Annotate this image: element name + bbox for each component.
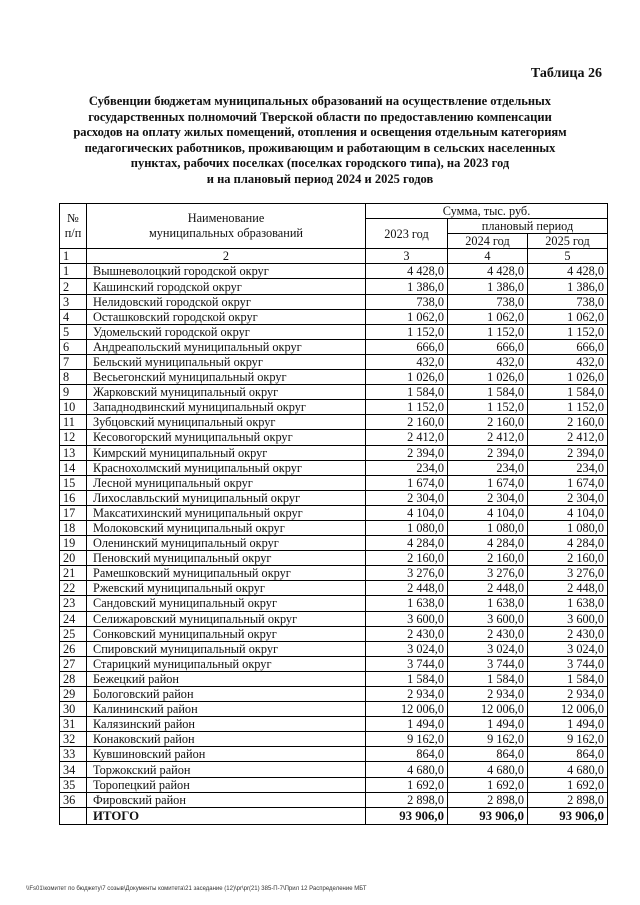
row-number: 11 <box>60 415 87 430</box>
row-number: 6 <box>60 339 87 354</box>
row-value-2023: 1 494,0 <box>366 717 448 732</box>
row-value-2023: 2 934,0 <box>366 687 448 702</box>
colnum-5: 5 <box>528 249 608 264</box>
row-name: Удомельский городской округ <box>87 324 366 339</box>
row-value-2025: 12 006,0 <box>528 702 608 717</box>
row-value-2024: 432,0 <box>448 354 528 369</box>
row-name: Осташковский городской округ <box>87 309 366 324</box>
row-value-2024: 2 430,0 <box>448 626 528 641</box>
row-value-2025: 864,0 <box>528 747 608 762</box>
colnum-3: 3 <box>366 249 448 264</box>
row-name: Жарковский муниципальный округ <box>87 385 366 400</box>
row-value-2024: 4 284,0 <box>448 536 528 551</box>
row-value-2024: 2 898,0 <box>448 792 528 807</box>
row-value-2024: 2 304,0 <box>448 490 528 505</box>
row-value-2023: 1 674,0 <box>366 475 448 490</box>
row-value-2025: 3 024,0 <box>528 641 608 656</box>
row-value-2023: 1 026,0 <box>366 370 448 385</box>
colnum-2: 2 <box>87 249 366 264</box>
row-value-2024: 1 674,0 <box>448 475 528 490</box>
row-value-2024: 2 412,0 <box>448 430 528 445</box>
row-value-2025: 3 744,0 <box>528 656 608 671</box>
row-number: 14 <box>60 460 87 475</box>
row-name: Максатихинский муниципальный округ <box>87 505 366 520</box>
table-row <box>60 581 608 596</box>
row-value-2025: 9 162,0 <box>528 732 608 747</box>
row-value-2025: 2 304,0 <box>528 490 608 505</box>
row-value-2024: 1 386,0 <box>448 279 528 294</box>
row-name: Молоковский муниципальный округ <box>87 520 366 535</box>
row-value-2024: 1 584,0 <box>448 671 528 686</box>
row-value-2023: 2 160,0 <box>366 551 448 566</box>
row-value-2024: 9 162,0 <box>448 732 528 747</box>
row-number: 22 <box>60 581 87 596</box>
row-value-2025: 2 898,0 <box>528 792 608 807</box>
row-value-2024: 12 006,0 <box>448 702 528 717</box>
row-value-2024: 2 394,0 <box>448 445 528 460</box>
row-number: 10 <box>60 400 87 415</box>
table-row <box>60 430 608 445</box>
row-value-2023: 4 104,0 <box>366 505 448 520</box>
row-value-2025: 4 104,0 <box>528 505 608 520</box>
row-value-2023: 666,0 <box>366 339 448 354</box>
row-value-2023: 3 024,0 <box>366 641 448 656</box>
row-value-2024: 1 494,0 <box>448 717 528 732</box>
row-value-2024: 3 744,0 <box>448 656 528 671</box>
table-row <box>60 641 608 656</box>
row-value-2025: 2 448,0 <box>528 581 608 596</box>
row-number: 34 <box>60 762 87 777</box>
table-row <box>60 370 608 385</box>
title-line: пунктах, рабочих поселках (поселках городского типа), на 2023 год <box>130 156 510 171</box>
table-row <box>60 656 608 671</box>
row-value-2024: 1 584,0 <box>448 385 528 400</box>
row-value-2023: 2 412,0 <box>366 430 448 445</box>
row-value-2023: 2 160,0 <box>366 415 448 430</box>
row-value-2023: 1 638,0 <box>366 596 448 611</box>
table-row <box>60 475 608 490</box>
row-number: 3 <box>60 294 87 309</box>
row-value-2025: 2 160,0 <box>528 551 608 566</box>
table-row <box>60 400 608 415</box>
row-value-2024: 4 104,0 <box>448 505 528 520</box>
row-value-2024: 2 160,0 <box>448 415 528 430</box>
table-row <box>60 294 608 309</box>
row-value-2025: 1 494,0 <box>528 717 608 732</box>
row-value-2023: 2 304,0 <box>366 490 448 505</box>
table-row <box>60 445 608 460</box>
row-number: 15 <box>60 475 87 490</box>
row-number: 28 <box>60 671 87 686</box>
row-value-2023: 4 284,0 <box>366 536 448 551</box>
table-row <box>60 415 608 430</box>
table-row <box>60 566 608 581</box>
table-row <box>60 671 608 686</box>
row-value-2024: 1 152,0 <box>448 400 528 415</box>
row-value-2025: 432,0 <box>528 354 608 369</box>
row-name: Ржевский муниципальный округ <box>87 581 366 596</box>
row-value-2025: 1 674,0 <box>528 475 608 490</box>
row-name: Фировский район <box>87 792 366 807</box>
row-name: Западнодвинский муниципальный округ <box>87 400 366 415</box>
row-name: Весьегонский муниципальный округ <box>87 370 366 385</box>
row-value-2025: 3 600,0 <box>528 611 608 626</box>
row-number: 27 <box>60 656 87 671</box>
row-value-2024: 3 024,0 <box>448 641 528 656</box>
colnum-1: 1 <box>60 249 87 264</box>
row-name: Торопецкий район <box>87 777 366 792</box>
table-row <box>60 279 608 294</box>
row-number: 18 <box>60 520 87 535</box>
table-row <box>60 490 608 505</box>
row-value-2023: 1 152,0 <box>366 400 448 415</box>
row-value-2023: 1 584,0 <box>366 671 448 686</box>
row-number: 32 <box>60 732 87 747</box>
row-number: 17 <box>60 505 87 520</box>
row-value-2025: 4 680,0 <box>528 762 608 777</box>
subsidy-table <box>59 203 608 825</box>
row-name: Старицкий муниципальный округ <box>87 656 366 671</box>
row-name: Калязинский район <box>87 717 366 732</box>
row-name: Бельский муниципальный округ <box>87 354 366 369</box>
table-row <box>60 264 608 279</box>
row-name: Бежецкий район <box>87 671 366 686</box>
row-name: Кашинский городской округ <box>87 279 366 294</box>
table-row <box>60 611 608 626</box>
row-value-2023: 432,0 <box>366 354 448 369</box>
colnum-4: 4 <box>448 249 528 264</box>
row-name: Сандовский муниципальный округ <box>87 596 366 611</box>
row-value-2024: 234,0 <box>448 460 528 475</box>
table-row <box>60 339 608 354</box>
total-2023: 93 906,0 <box>366 807 448 824</box>
table-row <box>60 460 608 475</box>
row-value-2024: 1 062,0 <box>448 309 528 324</box>
row-value-2024: 1 152,0 <box>448 324 528 339</box>
total-2024: 93 906,0 <box>448 807 528 824</box>
row-name: Кимрский муниципальный округ <box>87 445 366 460</box>
row-value-2023: 2 448,0 <box>366 581 448 596</box>
total-2025: 93 906,0 <box>528 807 608 824</box>
row-name: Пеновский муниципальный округ <box>87 551 366 566</box>
row-value-2023: 4 428,0 <box>366 264 448 279</box>
header-planned: плановый период <box>448 219 608 234</box>
row-number: 25 <box>60 626 87 641</box>
table-row <box>60 717 608 732</box>
row-value-2024: 1 026,0 <box>448 370 528 385</box>
row-name: Калининский район <box>87 702 366 717</box>
row-value-2023: 9 162,0 <box>366 732 448 747</box>
row-value-2025: 2 412,0 <box>528 430 608 445</box>
row-value-2023: 738,0 <box>366 294 448 309</box>
row-number: 29 <box>60 687 87 702</box>
row-name: Торжокский район <box>87 762 366 777</box>
table-row <box>60 324 608 339</box>
document-title <box>60 94 580 188</box>
row-name: Спировский муниципальный округ <box>87 641 366 656</box>
row-value-2023: 3 744,0 <box>366 656 448 671</box>
row-name: Андреапольский муниципальный округ <box>87 339 366 354</box>
row-name: Бологовский район <box>87 687 366 702</box>
row-value-2025: 4 428,0 <box>528 264 608 279</box>
row-number: 12 <box>60 430 87 445</box>
file-path-footer: \\Fs01\комитет по бюджету\7 созыв\Документы комитета\21 заседание (12)\pr\pr(21) 385-П-7\Прил 12 Распределение МБТ <box>26 886 367 892</box>
row-value-2025: 1 152,0 <box>528 400 608 415</box>
row-value-2024: 2 160,0 <box>448 551 528 566</box>
table-row <box>60 702 608 717</box>
row-value-2024: 1 692,0 <box>448 777 528 792</box>
row-value-2025: 738,0 <box>528 294 608 309</box>
table-body <box>60 264 608 807</box>
row-number: 4 <box>60 309 87 324</box>
table-row <box>60 777 608 792</box>
table-row <box>60 747 608 762</box>
table-row <box>60 687 608 702</box>
row-value-2023: 2 898,0 <box>366 792 448 807</box>
row-number: 31 <box>60 717 87 732</box>
row-number: 1 <box>60 264 87 279</box>
row-value-2024: 2 448,0 <box>448 581 528 596</box>
row-number: 8 <box>60 370 87 385</box>
row-number: 9 <box>60 385 87 400</box>
row-value-2023: 1 386,0 <box>366 279 448 294</box>
row-name: Зубцовский муниципальный округ <box>87 415 366 430</box>
row-value-2023: 1 080,0 <box>366 520 448 535</box>
row-name: Лихославльский муниципальный округ <box>87 490 366 505</box>
row-value-2025: 1 692,0 <box>528 777 608 792</box>
row-number: 26 <box>60 641 87 656</box>
row-value-2024: 666,0 <box>448 339 528 354</box>
row-value-2023: 234,0 <box>366 460 448 475</box>
row-name: Нелидовский городской округ <box>87 294 366 309</box>
table-row <box>60 505 608 520</box>
row-value-2023: 2 430,0 <box>366 626 448 641</box>
row-value-2023: 1 692,0 <box>366 777 448 792</box>
header-num: № п/п <box>60 204 87 249</box>
row-value-2025: 1 152,0 <box>528 324 608 339</box>
total-label: ИТОГО <box>87 807 366 824</box>
row-value-2023: 3 600,0 <box>366 611 448 626</box>
row-value-2025: 666,0 <box>528 339 608 354</box>
row-name: Краснохолмский муниципальный округ <box>87 460 366 475</box>
table-row <box>60 551 608 566</box>
row-value-2023: 12 006,0 <box>366 702 448 717</box>
header-sum: Сумма, тыс. руб. <box>366 204 608 219</box>
row-number: 5 <box>60 324 87 339</box>
total-row <box>60 807 608 824</box>
row-value-2025: 3 276,0 <box>528 566 608 581</box>
table-row <box>60 309 608 324</box>
row-value-2023: 1 152,0 <box>366 324 448 339</box>
row-value-2024: 4 680,0 <box>448 762 528 777</box>
row-number: 35 <box>60 777 87 792</box>
row-name: Кесовогорский муниципальный округ <box>87 430 366 445</box>
row-name: Сонковский муниципальный округ <box>87 626 366 641</box>
table-row <box>60 626 608 641</box>
row-number: 36 <box>60 792 87 807</box>
row-number: 33 <box>60 747 87 762</box>
row-value-2025: 1 386,0 <box>528 279 608 294</box>
row-value-2025: 234,0 <box>528 460 608 475</box>
row-value-2024: 864,0 <box>448 747 528 762</box>
row-value-2025: 1 062,0 <box>528 309 608 324</box>
row-number: 20 <box>60 551 87 566</box>
title-line: государственных полномочий Тверской области по предоставлению компенсации <box>88 109 552 124</box>
title-line: Субвенции бюджетам муниципальных образований на осуществление отдельных <box>88 94 552 108</box>
row-number: 24 <box>60 611 87 626</box>
row-value-2024: 738,0 <box>448 294 528 309</box>
row-value-2024: 3 276,0 <box>448 566 528 581</box>
row-name: Кувшиновский район <box>87 747 366 762</box>
row-name: Рамешковский муниципальный округ <box>87 566 366 581</box>
row-value-2024: 2 934,0 <box>448 687 528 702</box>
total-num-cell <box>60 807 87 824</box>
row-number: 16 <box>60 490 87 505</box>
table-number-label: Таблица 26 <box>530 66 602 81</box>
row-name: Оленинский муниципальный округ <box>87 536 366 551</box>
row-value-2025: 2 394,0 <box>528 445 608 460</box>
title-line: расходов на оплату жилых помещений, отопления и освещения отдельным категориям <box>73 125 567 140</box>
row-value-2024: 3 600,0 <box>448 611 528 626</box>
table-row <box>60 762 608 777</box>
row-number: 2 <box>60 279 87 294</box>
header-name: Наименование муниципальных образований <box>87 204 366 249</box>
table-row <box>60 354 608 369</box>
row-value-2023: 4 680,0 <box>366 762 448 777</box>
row-value-2025: 1 026,0 <box>528 370 608 385</box>
table-row <box>60 792 608 807</box>
row-value-2024: 1 638,0 <box>448 596 528 611</box>
row-name: Вышневолоцкий городской округ <box>87 264 366 279</box>
header-2025: 2025 год <box>528 234 608 249</box>
row-number: 13 <box>60 445 87 460</box>
row-value-2025: 4 284,0 <box>528 536 608 551</box>
table-row <box>60 520 608 535</box>
row-number: 19 <box>60 536 87 551</box>
row-value-2025: 1 080,0 <box>528 520 608 535</box>
row-value-2023: 1 584,0 <box>366 385 448 400</box>
header-2023: 2023 год <box>366 219 448 249</box>
table-row <box>60 385 608 400</box>
table-row <box>60 536 608 551</box>
row-name: Селижаровский муниципальный округ <box>87 611 366 626</box>
row-number: 7 <box>60 354 87 369</box>
row-value-2024: 4 428,0 <box>448 264 528 279</box>
row-value-2023: 2 394,0 <box>366 445 448 460</box>
row-name: Конаковский район <box>87 732 366 747</box>
row-value-2025: 2 160,0 <box>528 415 608 430</box>
row-name: Лесной муниципальный округ <box>87 475 366 490</box>
row-value-2025: 1 584,0 <box>528 671 608 686</box>
title-line: и на плановый период 2024 и 2025 годов <box>206 171 434 186</box>
row-value-2024: 1 080,0 <box>448 520 528 535</box>
row-value-2025: 2 934,0 <box>528 687 608 702</box>
table-row <box>60 732 608 747</box>
row-value-2023: 1 062,0 <box>366 309 448 324</box>
row-number: 21 <box>60 566 87 581</box>
title-line: педагогических работников, проживающим и работающим в сельских населенных <box>84 140 556 155</box>
row-value-2025: 1 584,0 <box>528 385 608 400</box>
table-row <box>60 596 608 611</box>
row-number: 23 <box>60 596 87 611</box>
header-2024: 2024 год <box>448 234 528 249</box>
row-value-2023: 3 276,0 <box>366 566 448 581</box>
row-number: 30 <box>60 702 87 717</box>
row-value-2023: 864,0 <box>366 747 448 762</box>
row-value-2025: 2 430,0 <box>528 626 608 641</box>
row-value-2025: 1 638,0 <box>528 596 608 611</box>
